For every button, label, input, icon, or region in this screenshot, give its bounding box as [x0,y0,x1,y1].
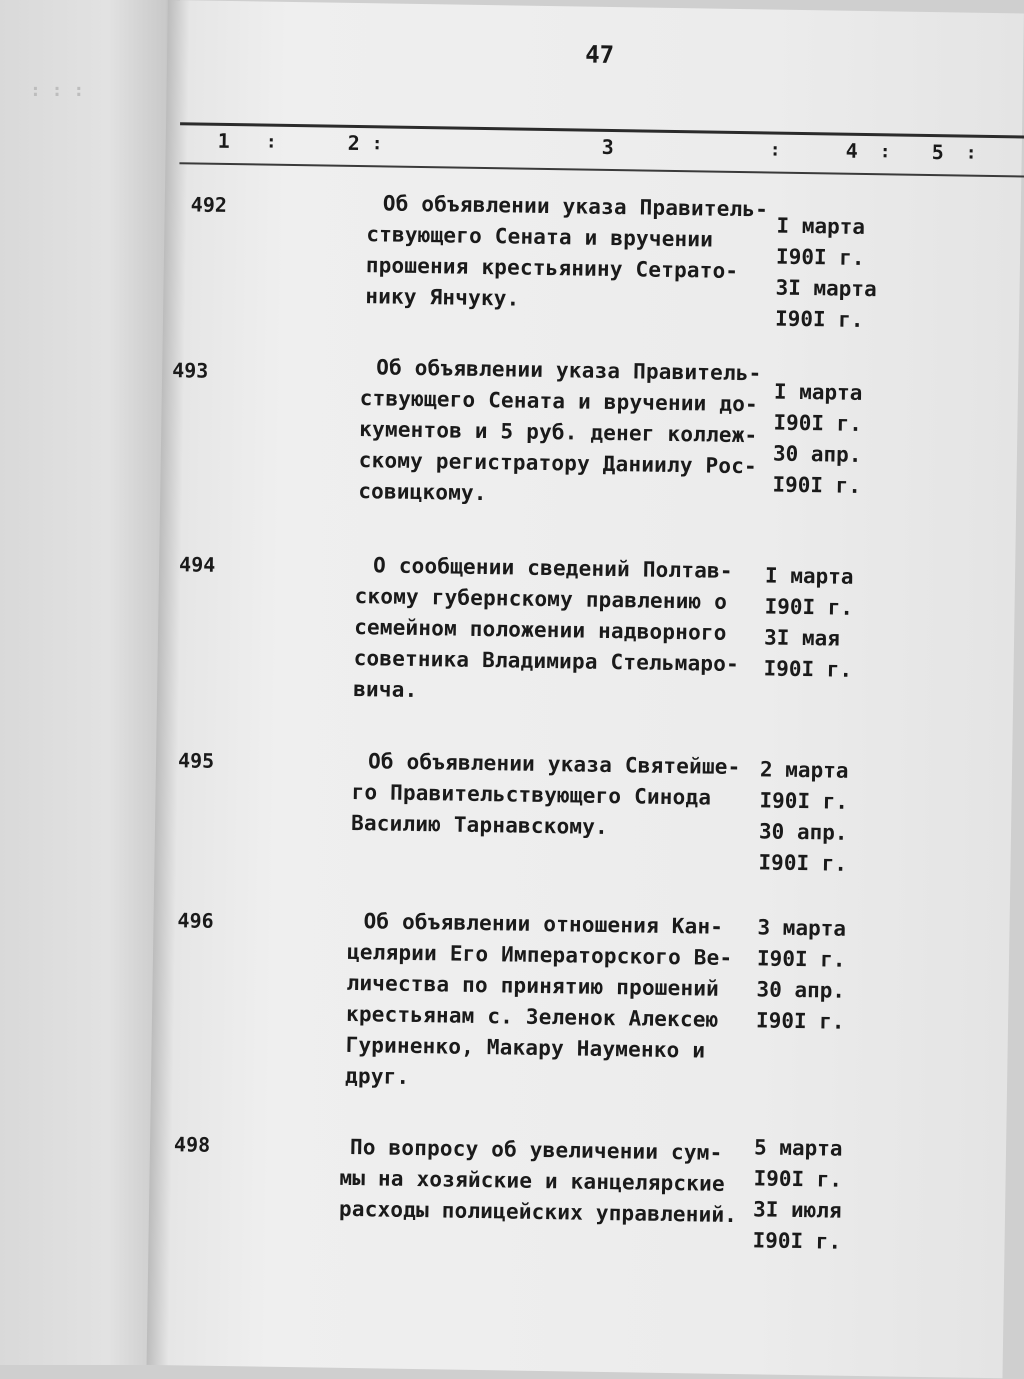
entry-number: 492 [190,192,228,217]
entry-number: 498 [173,1132,211,1157]
column-separator: : [371,133,383,155]
bleed-through-mark: : : : [30,80,85,101]
entry-date-line: I90I г. [752,1228,842,1254]
column-separator: : [965,142,977,164]
entry-date-line: I90I г. [774,306,864,332]
entry-text-line: мы на хозяйские и канцелярские [339,1165,725,1196]
entry-text-line: го Правительствующего Синода [351,779,712,810]
entry-number: 493 [171,358,209,383]
column-header-2: 2 [347,130,361,156]
entry-text-line: вича. [353,676,418,703]
column-separator: : [769,139,781,161]
column-separator: : [265,131,277,153]
entry-text-line: крестьянам с. Зеленок Алексею [345,1001,719,1032]
header-bottom-rule [179,162,1024,178]
entry-date-line: I марта [773,379,863,405]
entry-text-line: семейном положении надворного [353,615,727,645]
page-number: 47 [584,40,615,70]
entry-date-line: 3 марта [757,915,847,941]
entry-number: 495 [177,748,215,773]
entry-text-line: О сообщении сведений Полтав- [372,553,733,583]
column-header-5: 5 [931,140,944,165]
entry-text-line: кументов и 5 руб. денег коллеж- [359,417,758,448]
column-header-4: 4 [845,138,858,163]
entry-date-line: I90I г. [763,656,853,682]
entry-date-line: I90I г. [756,946,846,972]
entry-date-line: 30 апр. [756,977,846,1003]
column-separator: : [879,141,891,163]
entry-text-line: скому регистратору Даниилу Рос- [358,448,758,479]
entry-text-line: скому губернскому правлению о [354,584,728,614]
entry-date-line: 2 марта [759,757,849,783]
entry-text-line: целярии Его Императорского Ве- [346,939,733,970]
entry-date-line: I90I г. [775,244,865,270]
entry-text-line: Василию Тарнавскому. [350,810,609,840]
entry-text-line: Об объявлении указа Правитель- [376,355,762,386]
entry-text-line: личества по принятию прошений [346,970,720,1001]
entry-date-line: I90I г. [773,410,863,436]
document-page [147,0,1024,1378]
entry-date-line: 30 апр. [758,819,848,845]
entry-date-line: I марта [764,563,854,589]
entry-date-line: 5 марта [753,1135,843,1161]
entry-date-line: I90I г. [753,1166,843,1192]
entry-date-line: I90I г. [755,1008,845,1034]
entry-date-line: I марта [776,213,866,239]
entry-text-line: нику Янчуку. [365,284,520,311]
entry-number: 496 [177,908,214,933]
entry-date-line: 3I марта [775,275,877,302]
entry-text-line: расходы полицейских управлений. [338,1196,738,1228]
entry-text-line: Об объявлении указа Святейше- [367,749,741,780]
entry-text-line: Об объявлении указа Правитель- [382,191,769,222]
entry-date-line: 30 апр. [772,441,862,467]
entry-date-line: 3I июля [752,1197,842,1223]
entry-text-line: ствующего Сената и вручении [366,222,714,252]
column-header-3: 3 [601,134,614,160]
entry-date-line: I90I г. [772,472,862,498]
entry-text-line: Об объявлении отношения Кан- [363,909,724,939]
entry-text-line: По вопросу об увеличении сум- [349,1135,723,1165]
entry-text-line: ствующего Сената и вручении до- [359,386,759,417]
entry-date-line: I90I г. [759,788,849,814]
entry-date-line: 3I мая [763,625,841,651]
entry-number: 494 [178,552,216,577]
column-header-1: 1 [217,128,231,153]
entry-text-line: друг. [344,1063,410,1089]
entry-text-line: советника Владимира Стельмаро- [353,645,740,677]
entry-text-line: Гуриненко, Макару Науменко и [345,1032,706,1063]
entry-text-line: прошения крестьянину Сетрато- [365,253,739,283]
entry-date-line: I90I г. [758,850,848,876]
entry-date-line: I90I г. [764,594,854,620]
entry-text-line: совицкому. [358,479,487,506]
